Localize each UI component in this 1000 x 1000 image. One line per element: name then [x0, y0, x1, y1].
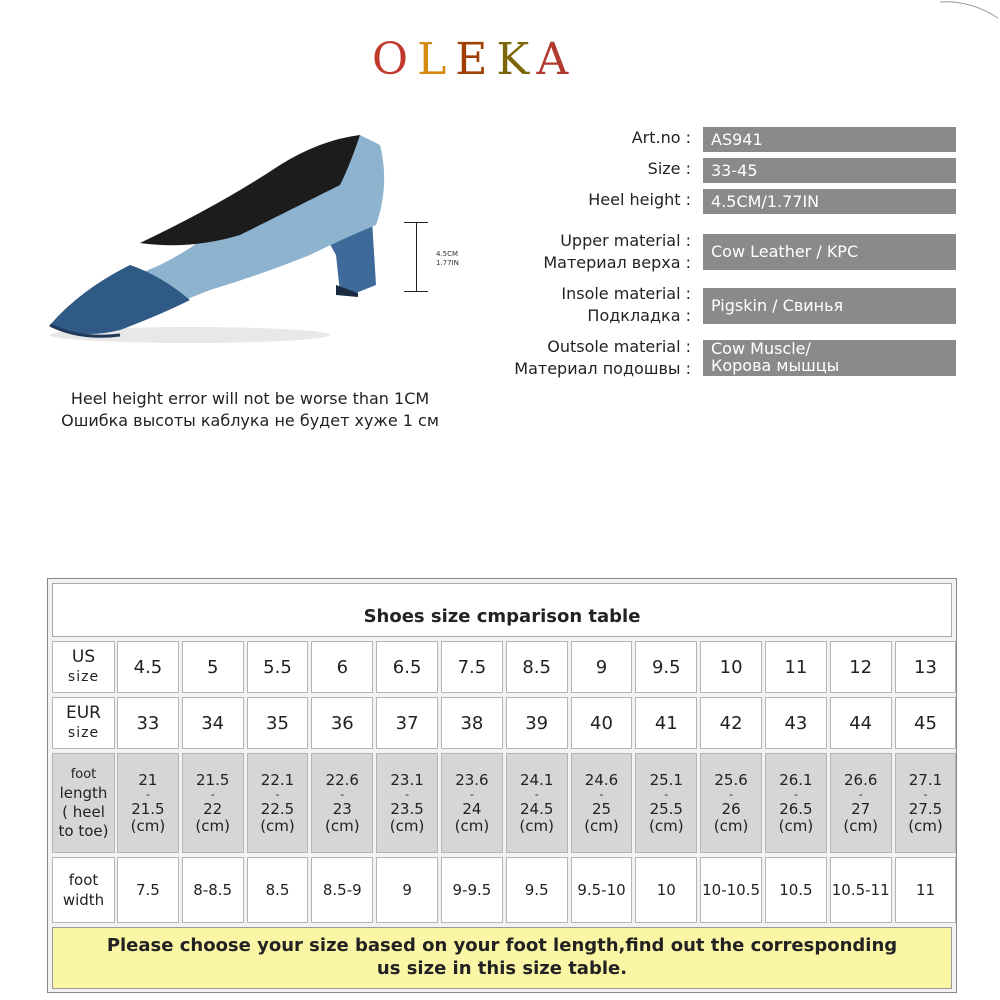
eur-size-cell: 37	[376, 697, 438, 749]
foot-length-max: 24.5	[519, 799, 554, 818]
foot-length-dash: -	[210, 787, 215, 801]
spec-value: Cow Leather / KPC	[703, 234, 956, 270]
foot-length-min: 24.6	[584, 770, 619, 789]
foot-width-cell: 9.5-10	[571, 857, 633, 923]
us-size-cell: 5	[182, 641, 244, 693]
dimension-line	[416, 222, 417, 292]
row-header-text: size	[67, 669, 100, 685]
foot-length-max: 23	[332, 799, 352, 818]
heel-height-cm: 4.5CM	[436, 250, 459, 258]
foot-length-cell	[571, 753, 633, 853]
foot-length-dash: -	[793, 787, 798, 801]
row-header-text: size	[67, 725, 100, 741]
row-header-text: ( heel	[62, 803, 105, 821]
eur-size-cell: 42	[700, 697, 762, 749]
eur-size-cell: 33	[117, 697, 179, 749]
foot-length-dash: -	[599, 787, 604, 801]
brand-logo	[372, 30, 612, 90]
foot-length-cell	[765, 753, 827, 853]
us-size-cell: 6.5	[376, 641, 438, 693]
spec-value: Pigskin / Свинья	[703, 288, 956, 324]
foot-length-cell	[441, 753, 503, 853]
foot-length-cell	[182, 753, 244, 853]
foot-length-cell	[311, 753, 373, 853]
foot-length-dash: -	[664, 787, 669, 801]
foot-length-unit: (cm)	[843, 816, 878, 835]
spec-label: Upper material : Материал верха :	[543, 231, 691, 272]
us-size-cell: 13	[895, 641, 957, 693]
eur-size-cell: 41	[635, 697, 697, 749]
foot-length-cell	[700, 753, 762, 853]
foot-width-cell: 10-10.5	[700, 857, 762, 923]
foot-width-cell: 10.5-11	[830, 857, 892, 923]
foot-length-unit: (cm)	[260, 816, 295, 835]
foot-length-dash: -	[534, 787, 539, 801]
heel-note-ru: Ошибка высоты каблука не будет хуже 1 см	[61, 411, 439, 430]
shoe-image	[40, 125, 400, 355]
row-header-foot-length	[52, 753, 115, 853]
foot-length-max: 22.5	[260, 799, 295, 818]
heel-note-en: Heel height error will not be worse than 1CM	[70, 389, 430, 408]
table-title: Shoes size cmparison table	[52, 583, 952, 637]
eur-size-cell: 43	[765, 697, 827, 749]
foot-length-unit: (cm)	[325, 816, 360, 835]
foot-length-unit: (cm)	[584, 816, 619, 835]
row-header-text: US	[71, 647, 96, 667]
foot-length-unit: (cm)	[908, 816, 943, 835]
foot-width-cell: 9-9.5	[441, 857, 503, 923]
foot-length-min: 23.1	[390, 770, 424, 789]
spec-value: 33-45	[703, 158, 956, 183]
row-header-foot-width	[52, 857, 115, 923]
spec-value: 4.5CM/1.77IN	[703, 189, 956, 214]
foot-length-max: 25.5	[649, 799, 683, 818]
row-header-eur	[52, 697, 115, 749]
us-size-cell: 9	[571, 641, 633, 693]
logo-letter: E	[455, 34, 497, 85]
foot-length-min: 21	[138, 770, 158, 789]
row-header-text: foot	[70, 767, 97, 782]
size-advice-line: Please choose your size based on your foot length,find out the corresponding	[106, 935, 898, 956]
foot-length-min: 24.1	[519, 770, 554, 789]
us-size-cell: 8.5	[506, 641, 568, 693]
spec-label: Art.no :	[631, 128, 691, 147]
foot-length-unit: (cm)	[195, 816, 230, 835]
spec-label-ru: Материал верха	[543, 253, 681, 272]
logo-letter: K	[496, 34, 537, 85]
us-size-cell: 10	[700, 641, 762, 693]
foot-length-min: 25.6	[714, 770, 748, 789]
spec-label-en: Upper material	[560, 231, 681, 250]
spec-label: Outsole material : Материал подошвы :	[514, 337, 691, 378]
foot-length-unit: (cm)	[713, 816, 749, 835]
us-size-cell: 7.5	[441, 641, 503, 693]
foot-length-cell	[830, 753, 892, 853]
foot-width-cell: 10.5	[765, 857, 827, 923]
foot-width-cell: 9	[376, 857, 438, 923]
spec-label-ru: Подкладка	[587, 306, 681, 325]
heel-height-label	[436, 250, 459, 268]
foot-length-max: 24	[462, 799, 482, 818]
us-size-cell: 12	[830, 641, 892, 693]
foot-length-dash: -	[275, 787, 280, 801]
logo-letter: A	[536, 34, 578, 85]
foot-width-cell: 11	[895, 857, 957, 923]
foot-length-unit: (cm)	[454, 816, 490, 835]
heel-note	[40, 388, 460, 432]
spec-value: AS941	[703, 127, 956, 152]
foot-length-dash: -	[923, 787, 928, 801]
foot-length-dash: -	[729, 787, 734, 801]
corner-decoration	[940, 0, 1000, 20]
size-advice-banner	[52, 927, 952, 989]
foot-width-cell: 10	[635, 857, 697, 923]
eur-size-cell: 45	[895, 697, 957, 749]
foot-length-min: 23.6	[455, 770, 489, 789]
foot-length-cell	[247, 753, 309, 853]
spec-label: Size :	[647, 159, 691, 178]
spec-label-en: Size	[647, 159, 681, 178]
foot-width-cell: 7.5	[117, 857, 179, 923]
foot-length-cell	[117, 753, 179, 853]
spec-label-en: Outsole material	[547, 337, 681, 356]
spec-label-en: Art.no	[631, 128, 681, 147]
foot-length-unit: (cm)	[649, 816, 684, 835]
spec-label: Heel height :	[588, 190, 691, 209]
foot-length-dash: -	[405, 787, 410, 801]
eur-size-cell: 38	[441, 697, 503, 749]
foot-width-cell: 8.5-9	[311, 857, 373, 923]
foot-length-min: 26.6	[843, 770, 878, 789]
row-header-text: width	[62, 891, 105, 909]
foot-length-min: 27.1	[908, 770, 943, 789]
foot-width-cell: 8-8.5	[182, 857, 244, 923]
dimension-tick	[404, 291, 428, 292]
foot-length-cell	[895, 753, 957, 853]
foot-length-dash: -	[858, 787, 863, 801]
foot-length-max: 21.5	[131, 799, 165, 818]
foot-length-min: 25.1	[649, 770, 683, 789]
foot-length-unit: (cm)	[130, 816, 166, 835]
foot-length-dash: -	[469, 787, 474, 801]
row-header-text: to toe)	[58, 822, 109, 840]
foot-length-dash: -	[145, 787, 150, 801]
foot-length-cell	[506, 753, 568, 853]
eur-size-cell: 39	[506, 697, 568, 749]
foot-length-min: 22.6	[325, 770, 359, 789]
foot-length-max: 23.5	[390, 799, 424, 818]
row-header-text: length	[59, 784, 108, 802]
spec-value	[703, 340, 956, 376]
row-header-us	[52, 641, 115, 693]
eur-size-cell: 36	[311, 697, 373, 749]
foot-length-unit: (cm)	[519, 816, 554, 835]
foot-length-max: 26.5	[779, 799, 813, 818]
eur-size-cell: 34	[182, 697, 244, 749]
us-size-cell: 6	[311, 641, 373, 693]
foot-length-unit: (cm)	[778, 816, 814, 835]
row-header-text: EUR	[66, 703, 101, 723]
foot-length-min: 22.1	[260, 770, 295, 789]
eur-size-cell: 44	[830, 697, 892, 749]
foot-length-min: 26.1	[779, 770, 813, 789]
spec-label: Insole material : Подкладка :	[561, 284, 691, 325]
foot-length-dash: -	[340, 787, 345, 801]
foot-length-cell	[376, 753, 438, 853]
size-advice-line: us size in this size table.	[376, 958, 628, 979]
spec-value-line: Cow Muscle/	[711, 340, 811, 358]
heel-height-in: 1.77IN	[436, 259, 459, 267]
foot-length-unit: (cm)	[389, 816, 425, 835]
spec-value-line: Корова мышцы	[711, 356, 840, 375]
foot-width-cell: 9.5	[506, 857, 568, 923]
foot-length-cell	[635, 753, 697, 853]
spec-label-ru: Материал подошвы	[514, 359, 681, 378]
foot-length-min: 21.5	[195, 770, 230, 789]
logo-letter: O	[372, 34, 418, 85]
us-size-cell: 9.5	[635, 641, 697, 693]
spec-label-en: Heel height	[588, 190, 681, 209]
foot-width-cell: 8.5	[247, 857, 309, 923]
row-header-text: foot	[68, 871, 99, 889]
us-size-cell: 11	[765, 641, 827, 693]
logo-letter: L	[417, 34, 456, 85]
us-size-cell: 5.5	[247, 641, 309, 693]
foot-length-max: 27	[851, 799, 871, 818]
foot-length-max: 22	[203, 799, 223, 818]
size-comparison-table	[47, 578, 957, 993]
us-size-cell: 4.5	[117, 641, 179, 693]
spec-label-en: Insole material	[561, 284, 681, 303]
heel-height-indicator	[404, 222, 434, 292]
foot-length-max: 27.5	[908, 799, 943, 818]
foot-length-max: 26	[721, 799, 741, 818]
foot-length-max: 25	[591, 799, 612, 818]
eur-size-cell: 35	[247, 697, 309, 749]
eur-size-cell: 40	[571, 697, 633, 749]
